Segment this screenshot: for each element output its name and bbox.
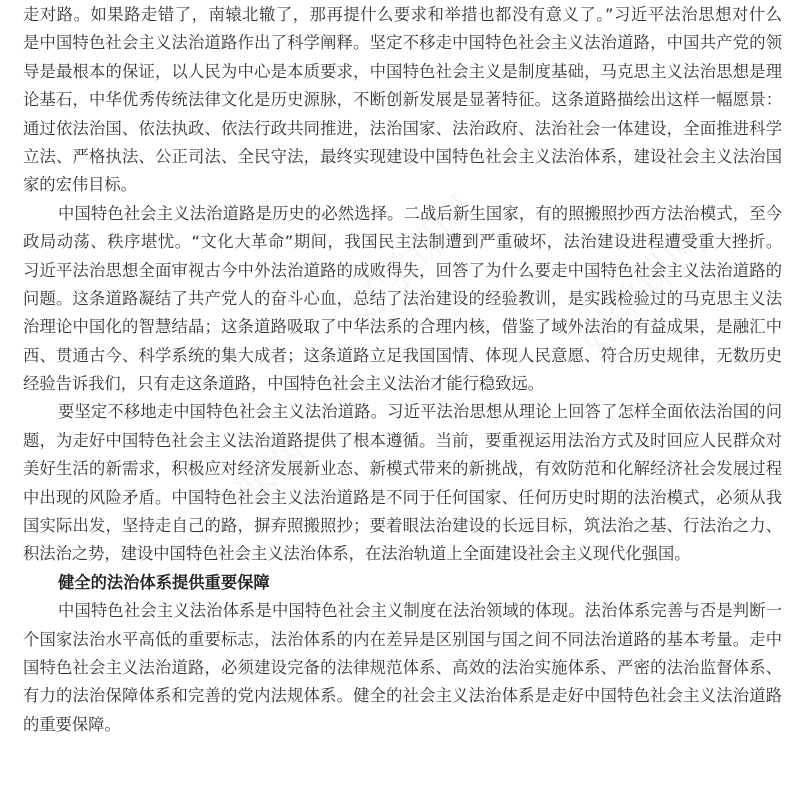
text-line: 积法治之势，建设中国特色社会主义法治体系，在法治轨道上全面建设社会主义现代化强国。 [23, 544, 691, 564]
text-line: 走对路。如果路走错了，南辕北辙了，那再提什么要求和举措也都没有意义了。”习近平法治思想对什么 [23, 5, 782, 24]
paragraph-4 [23, 597, 782, 739]
text-line: 导是最根本的保证，以人民为中心是本质要求，中国特色社会主义是制度基础，马克思主义法治思想是理 [23, 61, 782, 81]
text-line: 是中国特色社会主义法治道路作出了科学阐释。坚定不移走中国特色社会主义法治道路，中国共产党的领 [23, 33, 782, 53]
text-line: 通过依法治国、依法执政、依法行政共同推进，法治国家、法治政府、法治社会一体建设，全面推进科学 [23, 118, 782, 138]
text-line: 的重要保障。 [23, 714, 121, 734]
paragraph-2 [23, 200, 782, 399]
text-line: 中国特色社会主义法治体系是中国特色社会主义制度在法治领域的体现。法治体系完善与否是判断一 [58, 601, 782, 621]
document-body [23, 1, 782, 739]
text-line: 中国特色社会主义法治道路是历史的必然选择。二战后新生国家，有的照搬照抄西方法治模式，至今 [58, 203, 782, 223]
text-line: 国特色社会主义法治道路，必须建设完备的法律规范体系、高效的法治实施体系、严密的法治监督体系、 [23, 657, 782, 677]
paragraph-1 [23, 1, 782, 200]
text-line: 经验告诉我们，只有走这条道路，中国特色社会主义法治才能行稳致远。 [23, 374, 545, 394]
text-line: 西、贯通古今、科学系统的集大成者；这条道路立足我国国情、体现人民意愿、符合历史规律，无数历史 [23, 345, 782, 365]
paragraph-3 [23, 398, 782, 568]
text-line: 立法、严格执法、公正司法、全民守法，最终实现建设中国特色社会主义法治体系，建设社会主义法治国 [23, 146, 782, 166]
text-line: 治理论中国化的智慧结晶；这条道路吸取了中华法系的合理内核，借鉴了域外法治的有益成果，是融汇中 [23, 317, 782, 337]
text-line: 中出现的风险矛盾。中国特色社会主义法治道路是不同于任何国家、任何历史时期的法治模式，必须从我 [23, 487, 782, 507]
text-line: 个国家法治水平高低的重要标志，法治体系的内在差异是区别国与国之间不同法治道路的基本考量。走中 [23, 629, 782, 649]
text-line: 政局动荡、秩序堪忧。“文化大革命”期间，我国民主法制遭到严重破坏，法治建设进程遭受重大挫折。 [23, 232, 782, 252]
text-line: 题，为走好中国特色社会主义法治道路提供了根本遵循。当前，要重视运用法治方式及时回应人民群众对 [23, 430, 782, 450]
text-line: 家的宏伟目标。 [23, 175, 137, 195]
text-line: 要坚定不移地走中国特色社会主义法治道路。习近平法治思想从理论上回答了怎样全面依法治国的问 [58, 402, 782, 422]
text-line: 国实际出发，坚持走自己的路，摒弃照搬照抄；要着眼法治建设的长远目标，筑法治之基、行法治之力、 [23, 516, 782, 536]
text-line: 问题。这条道路凝结了共产党人的奋斗心血，总结了法治建设的经验教训，是实践检验过的马克思主义法 [23, 288, 782, 308]
text-line: 论基石，中华优秀传统法律文化是历史源脉，不断创新发展是显著特征。这条道路描绘出这样一幅愿景： [23, 90, 782, 110]
section-heading: 健全的法治体系提供重要保障 [58, 572, 270, 592]
text-line: 习近平法治思想全面审视古今中外法治道路的成败得失，回答了为什么要走中国特色社会主义法治道路的 [23, 260, 782, 280]
text-line: 美好生活的新需求，积极应对经济发展新业态、新模式带来的新挑战，有效防范和化解经济社会发展过程 [23, 459, 782, 479]
text-line: 有力的法治保障体系和完善的党内法规体系。健全的社会主义法治体系是走好中国特色社会主义法治道路 [23, 686, 782, 706]
